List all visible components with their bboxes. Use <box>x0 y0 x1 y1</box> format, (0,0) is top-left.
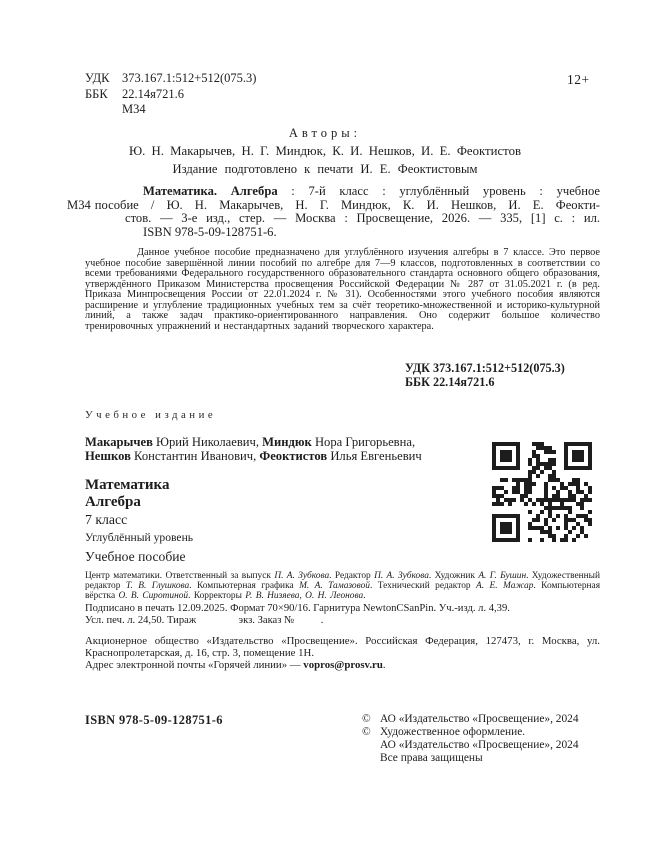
copyright-row: Все права защищены <box>380 752 483 764</box>
udk-row <box>85 71 256 87</box>
catalog-card-title: Математика. Алгебра <box>143 184 278 198</box>
edition-prepared-note: Издание подготовлено к печати И. Е. Феоктистовым <box>172 162 478 176</box>
copyright-row: АО «Издательство «Просвещение», 2024 <box>380 739 579 751</box>
print-imprint <box>85 603 600 628</box>
catalog-card-isbn-line: ISBN 978-5-09-128751-6. <box>143 224 277 239</box>
copyright-icon: © <box>362 726 371 738</box>
copyright-row: © Художественное оформление. <box>362 726 526 738</box>
catalog-card-line1: Математика. Алгебра : 7-й класс : углублённый уровень : учебное <box>143 184 600 198</box>
edition-type-label: Учебное пособие <box>85 549 186 564</box>
isbn-footer: ISBN 978-5-09-128751-6 <box>85 713 223 727</box>
edition-kind-label: Учебное издание <box>85 409 217 421</box>
catalog-card-line2: М34 пособие / Ю. Н. Макарычев, Н. Г. Миндюк, К. И. Нешков, И. Е. Феокти- <box>67 197 600 212</box>
bbk-label: ББК <box>85 86 108 101</box>
copyright-icon: © <box>362 713 371 725</box>
bbk-row <box>85 87 256 103</box>
edition-authors-line2: Нешков Константин Иванович, Феоктистов Илья Евгеньевич <box>85 448 422 463</box>
catalog-card <box>67 185 600 239</box>
udk-footer: УДК 373.167.1:512+512(075.3) <box>405 361 565 375</box>
classification-block <box>85 71 256 118</box>
udk-label: УДК <box>85 71 110 85</box>
book-title: Математика <box>85 477 170 493</box>
qr-code-icon <box>492 442 592 542</box>
level-label: Углублённый уровень <box>85 531 194 544</box>
authors-names: Ю. Н. Макарычев, Н. Г. Миндюк, К. И. Нешков, И. Е. Феоктистов <box>128 144 522 158</box>
edition-authors-line1: Макарычев Юрий Николаевич, Миндюк Нора Григорьевна, <box>85 435 416 449</box>
credits-paragraph: Центр математики. Ответственный за выпуск П. А. Зубкова. Редактор П. А. Зубкова. Художник А. Г. Бушин. Художественный редактор Т. В. Глушкова. Компьютерная графика М. А. Тамазовой. Технический редактор А. Е. Мажар. Компьютерная вёрстка О. В. Сиротиной. Корректоры Р. В. Низяева, О. Н. Леонова. <box>85 571 601 602</box>
classification-footer <box>405 361 565 389</box>
book-subtitle: Алгебра <box>85 494 141 510</box>
copyright-row: © АО «Издательство «Просвещение», 2024 <box>362 713 579 725</box>
bbk-footer: ББК 22.14я721.6 <box>405 375 495 389</box>
udk-value: 373.167.1:512+512(075.3) <box>122 71 257 85</box>
authors-heading: Авторы: <box>288 126 362 140</box>
copyright-block <box>362 713 579 765</box>
catalog-card-line3: стов. — 3-е изд., стер. — Москва : Просвещение, 2026. — 335, [1] с. : ил. <box>125 211 600 226</box>
publisher-address: Акционерное общество «Издательство «Просвещение». Российская Федерация, 127473, г. Москва, ул. Краснопролетарская, д. 16, стр. 3, помещение 1Н. <box>85 635 600 660</box>
hotline-email: vopros@prosv.ru <box>303 659 383 671</box>
bbk-value: 22.14я721.6 <box>122 86 184 101</box>
imprint-line-print: Подписано в печать 12.09.2025. Формат 70×90/16. Гарнитура NewtonCSanPin. Уч.-изд. л. 4,39. <box>85 603 510 614</box>
grade-label: 7 класс <box>85 512 128 527</box>
imprint-line-run: Усл. печ. л. 24,50. Тираж экз. Заказ № . <box>85 615 324 627</box>
edition-authors <box>85 436 422 464</box>
annotation-paragraph: Данное учебное пособие предназначено для углублённого изучения алгебры в 7 классе. Это первое учебное пособие завершённой линии пособий по алгебре для 7—9 классов, подготовленных в соответствии со всеми требованиями Федерального государственного образовательного стандарта основного общего образования, утверждённого Приказом Министерства просвещения Российской Федерации № 287 от 31.05.2021 г. (в ред. Приказа Минпросвещения России от 22.01.2024 г. № 31). Особенностями этого учебного пособия являются расширение и углубление традиционных учебных тем за счёт теоретико-множественной и историко-культурной линий, а также задач практико-ориентированного направления. Оно содержит большое количество тренировочных упражнений и нестандартных заданий творческого характера. <box>85 247 600 332</box>
hotline-line: Адрес электронной почты «Горячей линии» — vopros@prosv.ru. <box>85 659 386 671</box>
age-rating-badge: 12+ <box>567 72 590 87</box>
catalog-index: М34 <box>67 197 91 212</box>
author-sign-code: М34 <box>122 102 146 116</box>
